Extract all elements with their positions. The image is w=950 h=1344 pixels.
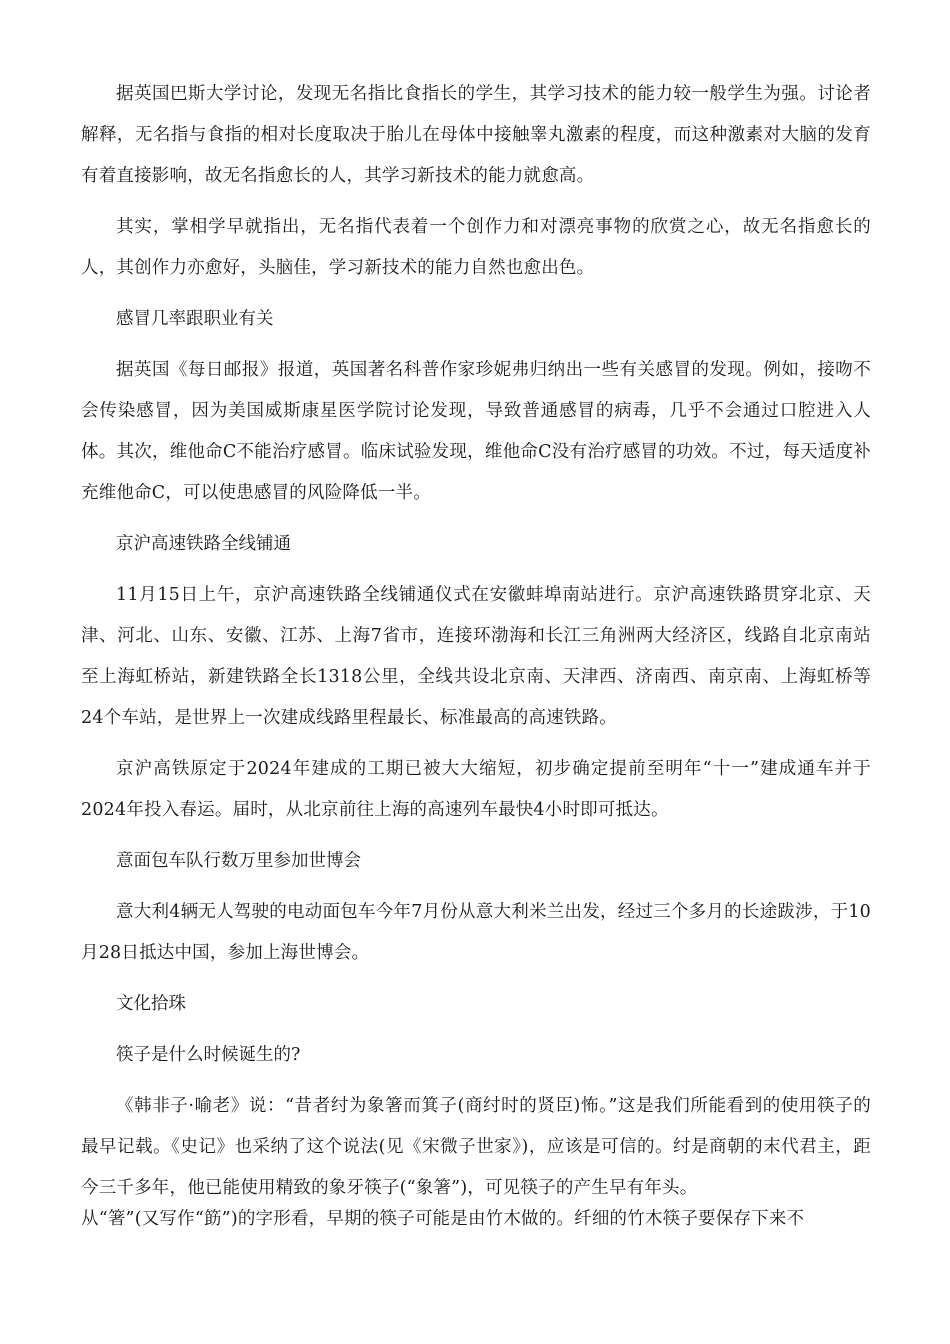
paragraph-ring-finger-study: 据英国巴斯大学讨论，发现无名指比食指长的学生，其学习技术的能力较一般学生为强。讨论者解释，无名指与食指的相对长度取决于胎儿在母体中接触睾丸激素的程度，而这种激素对大脑的发育有着直接影响，故无名指愈长的人，其学习新技术的能力就愈高。 — [81, 84, 871, 186]
heading-cold-occupation: 感冒几率跟职业有关 — [116, 309, 274, 329]
heading-railway: 京沪高速铁路全线铺通 — [116, 534, 291, 554]
document-page — [81, 74, 871, 1250]
paragraph-railway-ceremony: 11月15日上午，京沪高速铁路全线铺通仪式在安徽蚌埠南站进行。京沪高速铁路贯穿北京、天津、河北、山东、安徽、江苏、上海7省市，连接环渤海和长江三角洲两大经济区，线路自北京南站至上海虹桥站，新建铁路全长1318公里，全线共设北京南、天津西、济南西、南京南、上海虹桥等24个车站，是世界上一次建成线路里程最长、标准最高的高速铁路。 — [81, 585, 871, 728]
heading-expo-vans: 意面包车队行数万里参加世博会 — [116, 851, 361, 871]
paragraph-palmistry: 其实，掌相学早就指出，无名指代表着一个创作力和对漂亮事物的欣赏之心，故无名指愈长的人，其创作力亦愈好，头脑佳，学习新技术的能力自然也愈出色。 — [81, 217, 871, 278]
heading-culture: 文化拾珠 — [116, 994, 186, 1014]
paragraph-chopsticks-material: 从“箸”(又写作“筯”)的字形看，早期的筷子可能是由竹木做的。纤细的竹木筷子要保存下来不 — [81, 1209, 805, 1229]
paragraph-cold-findings: 据英国《每日邮报》报道，英国著名科普作家珍妮弗归纳出一些有关感冒的发现。例如，接吻不会传染感冒，因为美国威斯康星医学院讨论发现，导致普通感冒的病毒，几乎不会通过口腔进入人体。其次，维他命C不能治疗感冒。临床试验发现，维他命C没有治疗感冒的功效。不过，每天适度补充维他命C，可以使患感冒的风险降低一半。 — [81, 360, 871, 503]
paragraph-expo-vans: 意大利4辆无人驾驶的电动面包车今年7月份从意大利米兰出发，经过三个多月的长途跋涉，于10月28日抵达中国，参加上海世博会。 — [81, 902, 871, 963]
paragraph-chopsticks-history: 《韩非子·喻老》说：“昔者纣为象箸而箕子(商纣时的贤臣)怖。”这是我们所能看到的使用筷子的最早记载。《史记》也采纳了这个说法(见《宋微子世家》)，应该是可信的。纣是商朝的末代君主，距今三千多年，他已能使用精致的象牙筷子(“象箸”)，可见筷子的产生早有年头。 — [81, 1096, 871, 1198]
heading-chopsticks-question: 筷子是什么时候诞生的? — [116, 1045, 301, 1065]
paragraph-railway-schedule: 京沪高铁原定于2024年建成的工期已被大大缩短，初步确定提前至明年“十一”建成通车并于2024年投入春运。届时，从北京前往上海的高速列车最快4小时即可抵达。 — [81, 759, 871, 820]
